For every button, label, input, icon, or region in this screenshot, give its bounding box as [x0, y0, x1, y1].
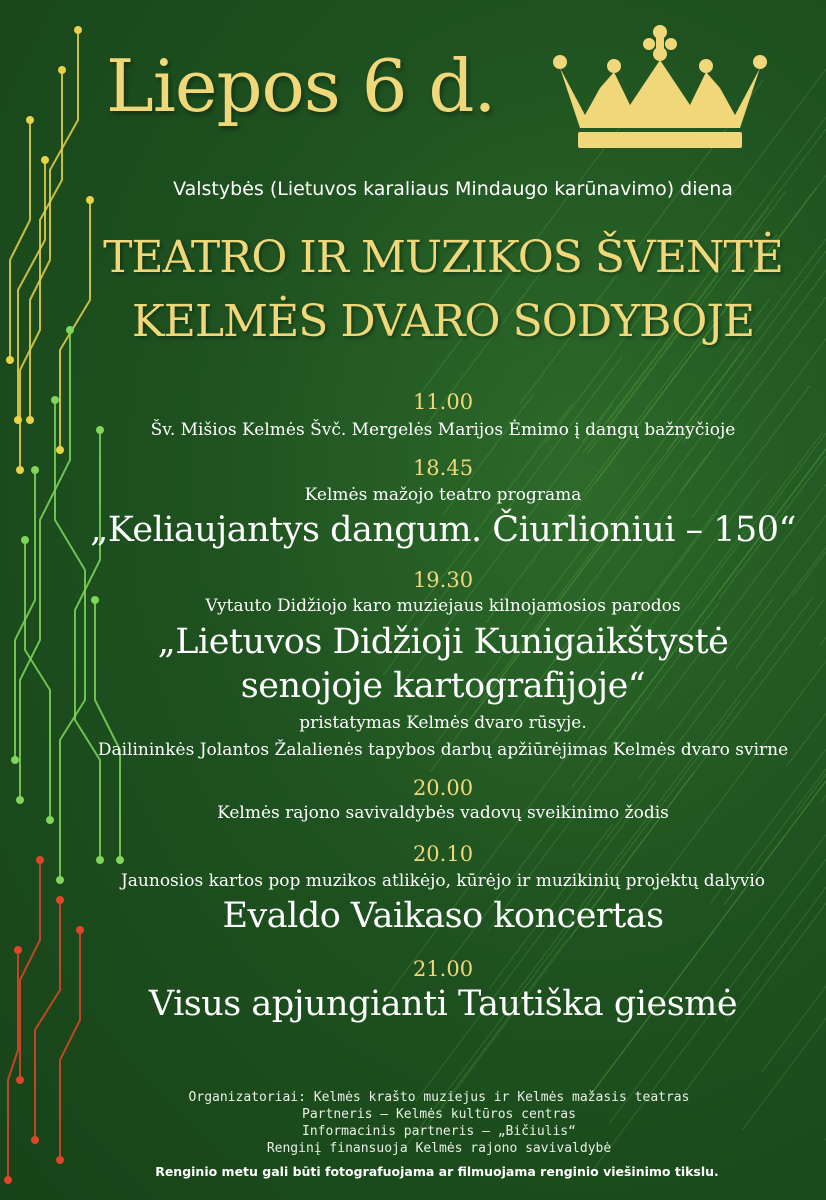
circuit-node — [56, 446, 64, 454]
circuit-node — [46, 816, 54, 824]
circuit-node — [58, 66, 66, 74]
circuit-node — [6, 356, 14, 364]
event-description: Vytauto Didžiojo karo muziejaus kilnojamosios parodos — [205, 596, 681, 616]
circuit-line — [25, 540, 50, 820]
crown-icon — [550, 20, 770, 155]
event-title: Visus apjungianti Tautiška giesmė — [148, 984, 738, 1024]
event-description: Kelmės mažojo teatro programa — [304, 485, 582, 505]
footer-notice: Renginio metu gali būti fotografuojama ar filmuojama renginio viešinimo tikslu. — [155, 1164, 719, 1179]
event-subtitle: Valstybės (Lietuvos karaliaus Mindaugo karūnavimo) diena — [173, 178, 733, 200]
event-description: Kelmės rajono savivaldybės vadovų sveikinimo žodis — [217, 803, 669, 823]
circuit-line — [8, 950, 18, 1180]
event-time: 20.10 — [412, 842, 474, 866]
circuit-node — [41, 156, 49, 164]
event-description: Jaunosios kartos pop muzikos atlikėjo, kūrėjo ir muzikinių projektų dalyvio — [120, 871, 766, 891]
event-description: Šv. Mišios Kelmės Švč. Mergelės Marijos Ėmimo į dangų bažnyčioje — [150, 420, 736, 440]
headline-line-1: TEATRO IR MUZIKOS ŠVENTĖ — [103, 232, 783, 283]
headline-line-2: KELMĖS DVARO SODYBOJE — [131, 296, 755, 347]
circuit-node — [31, 466, 39, 474]
circuit-node — [21, 536, 29, 544]
circuit-line — [20, 860, 40, 1080]
light-streak — [416, 780, 656, 1100]
event-time: 18.45 — [412, 456, 474, 480]
event-title: „Keliaujantys dangum. Čiurlioniui – 150“ — [90, 510, 796, 550]
circuit-node — [36, 856, 44, 864]
event-time: 19.30 — [412, 568, 474, 592]
footer-funding: Renginį finansuoja Kelmės rajono savivaldybė — [266, 1141, 612, 1156]
footer-info-partner: Informacinis partneris – „Bičiulis“ — [302, 1124, 576, 1139]
event-title-line-2: senojoje kartografijoje“ — [240, 666, 646, 706]
event-title-line-1: „Lietuvos Didžioji Kunigaikštystė — [157, 622, 729, 662]
circuit-node — [4, 1176, 12, 1184]
event-time: 20.00 — [412, 776, 474, 800]
event-title: Evaldo Vaikaso koncertas — [222, 896, 664, 936]
circuit-node — [16, 466, 24, 474]
footer-organizers: Organizatoriai: Kelmės krašto muziejus ir Kelmės mažasis teatras — [188, 1090, 690, 1105]
circuit-node — [51, 396, 59, 404]
circuit-node — [26, 116, 34, 124]
event-description: Dailininkės Jolantos Žalalienės tapybos darbų apžiūrėjimas Kelmės dvaro svirne — [97, 740, 789, 760]
circuit-node — [11, 756, 19, 764]
circuit-node — [74, 26, 82, 34]
circuit-node — [26, 416, 34, 424]
footer-partner: Partneris – Kelmės kultūros centras — [302, 1107, 576, 1122]
circuit-node — [14, 946, 22, 954]
circuit-node — [16, 1076, 24, 1084]
event-date: Liepos 6 d. — [106, 44, 496, 128]
circuit-node — [14, 416, 22, 424]
event-time: 11.00 — [412, 390, 474, 414]
event-time: 21.00 — [412, 957, 474, 981]
circuit-node — [56, 1156, 64, 1164]
light-streak — [435, 772, 694, 1117]
event-description: pristatymas Kelmės dvaro rūsyje. — [299, 713, 587, 733]
circuit-line — [10, 120, 30, 360]
circuit-node — [16, 796, 24, 804]
